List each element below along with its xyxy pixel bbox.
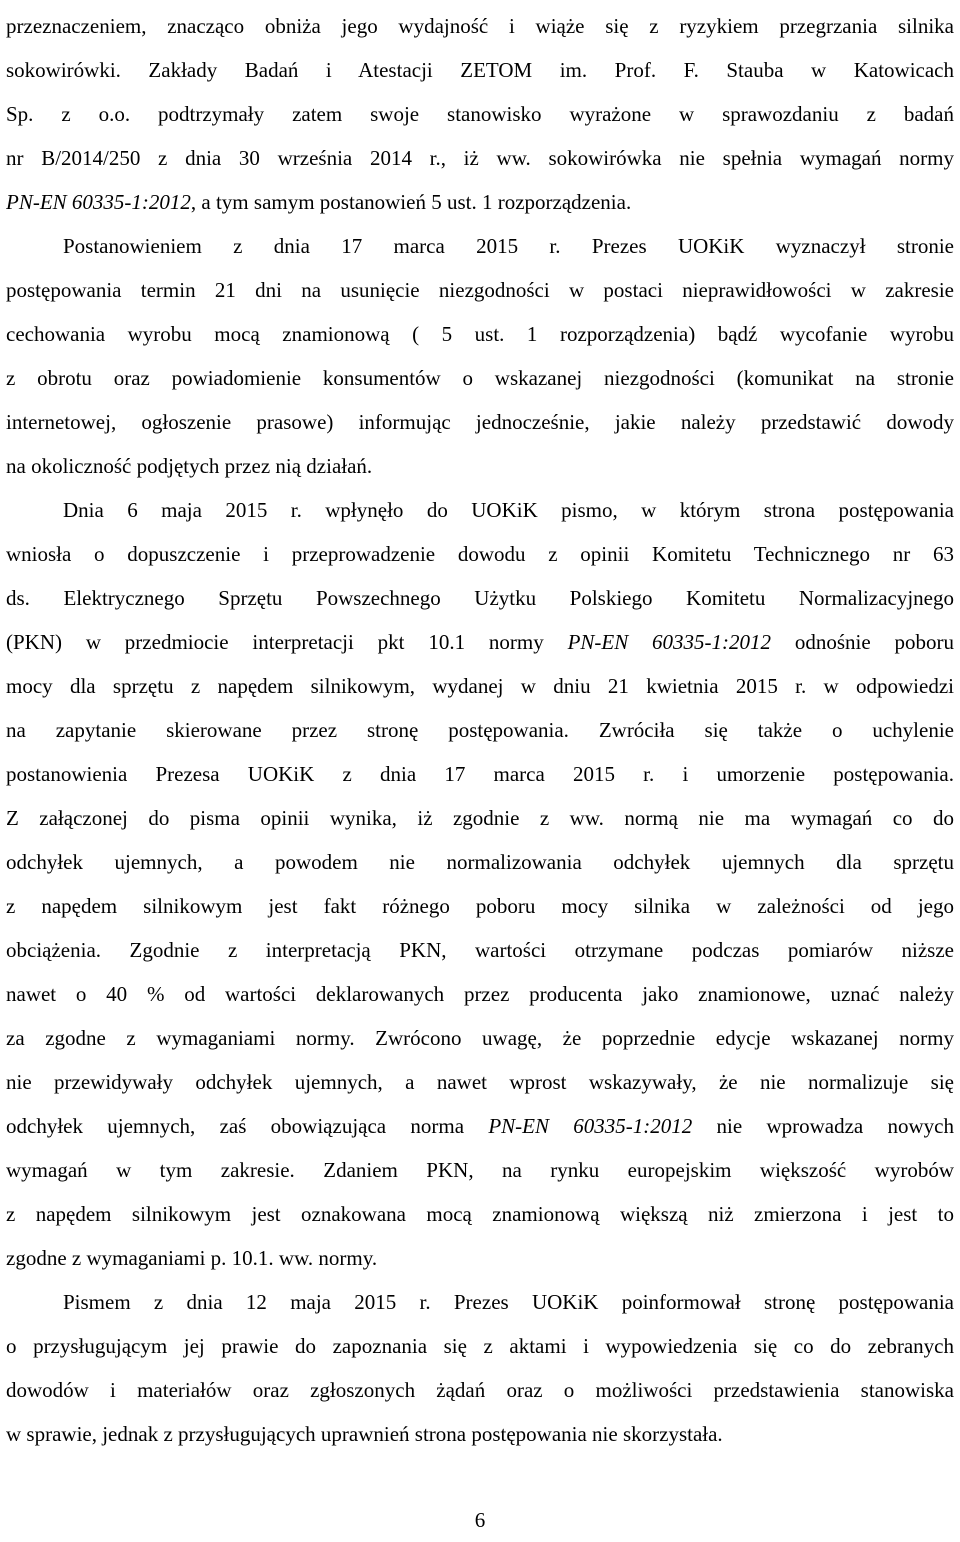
text-line: [6, 1060, 954, 1104]
text-line: [6, 1148, 954, 1192]
text-segment: o przysługującym jej prawie do zapoznania się z aktami i wypowiedzenia się co do zebranych: [6, 1334, 954, 1358]
text-line: [6, 1368, 954, 1412]
text-segment: w sprawie, jednak z przysługujących uprawnień strona postępowania nie skorzystała.: [6, 1422, 723, 1446]
text-line: [6, 1412, 954, 1456]
text-line: [6, 532, 954, 576]
text-segment: Dnia 6 maja 2015 r. wpłynęło do UOKiK pismo, w którym strona postępowania: [63, 498, 954, 522]
text-line: [6, 4, 954, 48]
text-segment: przeznaczeniem, znacząco obniża jego wydajność i wiąże się z ryzykiem przegrzania silnika: [6, 14, 954, 38]
text-line: [6, 576, 954, 620]
text-line: [6, 1324, 954, 1368]
page-number: 6: [474, 1508, 486, 1532]
text-segment: dowodów i materiałów oraz zgłoszonych żądań oraz o możliwości przedstawienia stanowiska: [6, 1378, 954, 1402]
text-line: [6, 1104, 954, 1148]
text-line: [6, 136, 954, 180]
text-segment: internetowej, ogłoszenie prasowe) informując jednocześnie, jakie należy przedstawić dowody: [6, 410, 954, 434]
body-text: [6, 4, 954, 1456]
text-line: [6, 1192, 954, 1236]
text-line: [6, 620, 954, 664]
text-line: [6, 884, 954, 928]
text-line: [6, 444, 954, 488]
text-line: [6, 1280, 954, 1324]
text-segment: Sp. z o.o. podtrzymały zatem swoje stanowisko wyrażone w sprawozdaniu z badań: [6, 102, 954, 126]
text-segment: z obrotu oraz powiadomienie konsumentów o wskazanej niezgodności (komunikat na stronie: [6, 366, 954, 390]
norm-reference: PN-EN 60335-1:2012: [488, 1114, 693, 1138]
text-segment: odchyłek ujemnych, a powodem nie normalizowania odchyłek ujemnych dla sprzętu: [6, 850, 954, 874]
text-segment: nr B/2014/250 z dnia 30 września 2014 r., iż ww. sokowirówka nie spełnia wymagań normy: [6, 146, 954, 170]
text-line: [6, 928, 954, 972]
norm-reference: PN-EN 60335-1:2012: [567, 630, 772, 654]
text-line: [6, 400, 954, 444]
text-segment: Z załączonej do pisma opinii wynika, iż zgodnie z ww. normą nie ma wymagań co do: [6, 806, 954, 830]
text-segment: , a tym samym postanowień 5 ust. 1 rozporządzenia.: [190, 190, 632, 214]
text-segment: z napędem silnikowym jest oznakowana mocą znamionową większą niż zmierzona i jest to: [6, 1202, 954, 1226]
text-line: [6, 92, 954, 136]
text-line: [6, 840, 954, 884]
text-segment: sokowirówki. Zakłady Badań i Atestacji ZETOM im. Prof. F. Stauba w Katowicach: [6, 58, 954, 82]
text-line: [6, 312, 954, 356]
text-line: [6, 752, 954, 796]
text-segment: za zgodne z wymaganiami normy. Zwrócono uwagę, że poprzednie edycje wskazanej normy: [6, 1026, 954, 1050]
text-line: [6, 268, 954, 312]
text-line: [6, 488, 954, 532]
text-line: [6, 48, 954, 92]
text-line: [6, 708, 954, 752]
text-segment: wniosła o dopuszczenie i przeprowadzenie dowodu z opinii Komitetu Technicznego nr 63: [6, 542, 954, 566]
text-segment: postępowania termin 21 dni na usunięcie niezgodności w postaci nieprawidłowości w zakresie: [6, 278, 954, 302]
text-segment: odchyłek ujemnych, zaś obowiązująca norma: [6, 1114, 489, 1138]
text-segment: z napędem silnikowym jest fakt różnego poboru mocy silnika w zależności od jego: [6, 894, 954, 918]
text-segment: Pismem z dnia 12 maja 2015 r. Prezes UOKiK poinformował stronę postępowania: [63, 1290, 954, 1314]
text-line: [6, 1236, 954, 1280]
text-segment: mocy dla sprzętu z napędem silnikowym, wydanej w dniu 21 kwietnia 2015 r. w odpowiedzi: [6, 674, 954, 698]
text-segment: zgodne z wymaganiami p. 10.1. ww. normy.: [6, 1246, 378, 1270]
text-line: [6, 664, 954, 708]
text-line: [6, 1016, 954, 1060]
text-segment: wymagań w tym zakresie. Zdaniem PKN, na rynku europejskim większość wyrobów: [6, 1158, 954, 1182]
text-segment: Postanowieniem z dnia 17 marca 2015 r. Prezes UOKiK wyznaczył stronie: [63, 234, 954, 258]
text-segment: na zapytanie skierowane przez stronę postępowania. Zwróciła się także o uchylenie: [6, 718, 954, 742]
text-segment: odnośnie poboru: [771, 630, 954, 654]
text-line: [6, 972, 954, 1016]
text-segment: (PKN) w przedmiocie interpretacji pkt 10.1 normy: [6, 630, 568, 654]
text-segment: nawet o 40 % od wartości deklarowanych przez producenta jako znamionowe, uznać należy: [6, 982, 954, 1006]
text-segment: nie wprowadza nowych: [692, 1114, 954, 1138]
text-segment: cechowania wyrobu mocą znamionową ( 5 ust. 1 rozporządzenia) bądź wycofanie wyrobu: [6, 322, 954, 346]
text-segment: postanowienia Prezesa UOKiK z dnia 17 marca 2015 r. i umorzenie postępowania.: [6, 762, 954, 786]
text-line: [6, 796, 954, 840]
norm-reference: PN-EN 60335-1:2012: [6, 190, 191, 214]
text-segment: na okoliczność podjętych przez nią działań.: [6, 454, 373, 478]
text-line: [6, 180, 954, 224]
text-segment: ds. Elektrycznego Sprzętu Powszechnego Użytku Polskiego Komitetu Normalizacyjnego: [6, 586, 954, 610]
text-segment: nie przewidywały odchyłek ujemnych, a nawet wprost wskazywały, że nie normalizuje się: [6, 1070, 954, 1094]
text-line: [6, 356, 954, 400]
text-line: [6, 224, 954, 268]
text-segment: obciążenia. Zgodnie z interpretacją PKN, wartości otrzymane podczas pomiarów niższe: [6, 938, 954, 962]
